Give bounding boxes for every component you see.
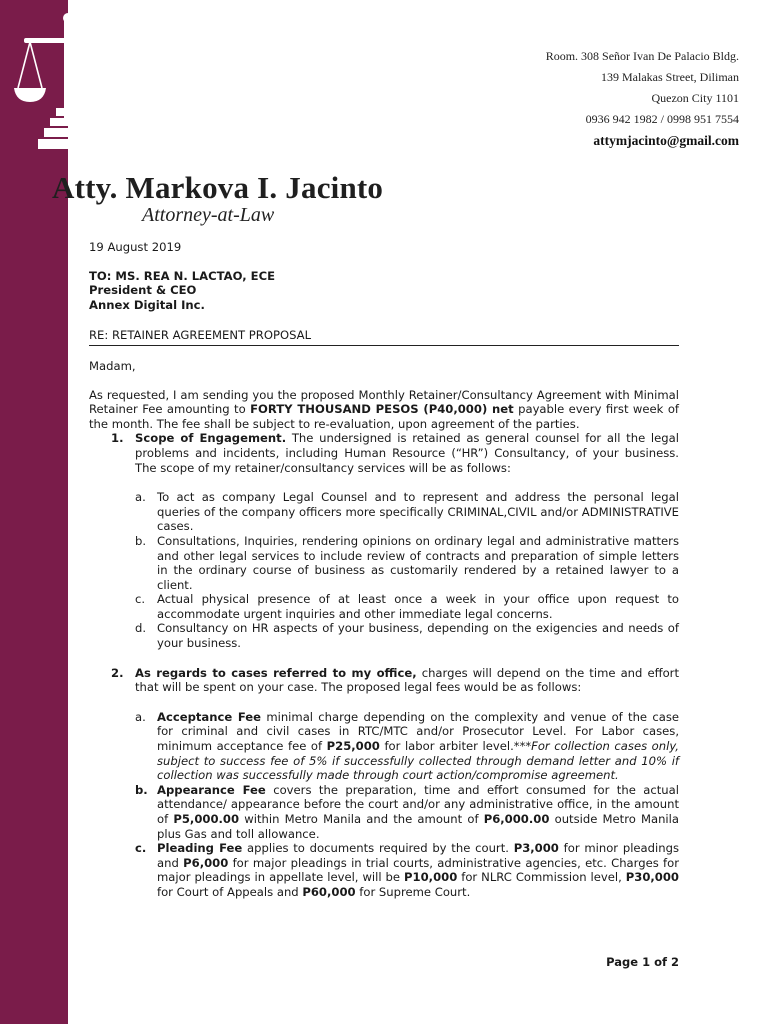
fee-text: applies to documents required by the court. xyxy=(242,841,514,856)
letter-date: 19 August 2019 xyxy=(89,240,182,254)
fee-heading: Acceptance Fee xyxy=(157,709,262,724)
item-text xyxy=(157,783,679,841)
intro-text: As requested, I am sending you the proposed Monthly Retainer/Consultancy Agreement with Minimal Retainer Fee amounting to xyxy=(89,387,679,417)
letterhead-address xyxy=(546,46,739,151)
section-cases xyxy=(89,666,679,900)
item-letter: b. xyxy=(135,782,148,797)
scales-of-justice-icon xyxy=(10,12,130,152)
fee-text: for major pleadings in trial courts, administrative agencies, etc. Charges for major pleadings in appellate level, will be xyxy=(157,855,680,885)
section-scope xyxy=(89,431,679,650)
address-line: 139 Malakas Street, Diliman xyxy=(601,70,739,84)
email-address: attymjacinto@gmail.com xyxy=(593,133,739,148)
fee-text: for NLRC Commission level, xyxy=(457,870,626,885)
section-paragraph xyxy=(135,431,679,475)
attorney-title: Attorney-at-Law xyxy=(142,204,275,226)
list-item-appearance-fee xyxy=(135,783,679,841)
attorney-name: Atty. Markova I. Jacinto xyxy=(52,170,384,205)
fee-text: for Supreme Court. xyxy=(355,884,471,899)
address-line: Quezon City 1101 xyxy=(651,91,739,105)
item-text: To act as company Legal Counsel and to represent and address the personal legal queries of the company officers more specifically CRIMINAL,CIVIL and/or ADMINISTRATIVE cases. xyxy=(157,490,679,534)
item-letter: c. xyxy=(135,841,147,856)
fee-amount: P5,000.00 xyxy=(173,812,240,826)
fee-amount: P10,000 xyxy=(404,870,458,885)
item-text xyxy=(157,710,679,783)
section-paragraph xyxy=(135,666,679,695)
list-item-pleading-fee xyxy=(135,841,679,899)
letter-body xyxy=(89,240,679,915)
fee-text: minimal charge depending on the complexity and venue of the case for criminal and civil cases in RTC/MTC and/or Prosecutor Level. For Labor cases, minimum acceptance fee of xyxy=(157,709,679,754)
list-item-acceptance-fee xyxy=(135,710,679,783)
section-heading: Scope of Engagement. xyxy=(135,431,287,446)
section-number: 2. xyxy=(111,665,124,680)
address-line: Room. 308 Señor Ivan De Palacio Bldg. xyxy=(545,49,739,63)
fees-list xyxy=(135,710,679,900)
subject-line: RE: RETAINER AGREEMENT PROPOSAL xyxy=(89,328,679,346)
item-text: Consultations, Inquiries, rendering opinions on ordinary legal and administrative matters and other legal services to include review of contracts and preparation of simple letters in the ordinary course of business as customarily rendered by a retained lawyer to a client. xyxy=(157,533,679,592)
collection-note: ***For collection cases only, subject to success fee of 5% if successfully collected through demand letter and 10% if collection was successfully made through court action/compromise agreement. xyxy=(157,739,679,783)
section-number: 1. xyxy=(111,431,124,446)
item-text: Consultancy on HR aspects of your business, depending on the exigencies and needs of your business. xyxy=(157,621,679,651)
recipient-company: Annex Digital Inc. xyxy=(89,297,205,312)
list-item xyxy=(135,621,679,650)
item-text: Actual physical presence of at least once a week in your office upon request to accommodate urgent inquiries and other immediate legal concerns. xyxy=(157,592,679,621)
fee-amount: P30,000 xyxy=(625,870,679,885)
recipient-position: President & CEO xyxy=(89,283,197,298)
section-heading: As regards to cases referred to my office, xyxy=(135,665,417,680)
salutation: Madam, xyxy=(89,358,136,373)
fee-text: for Court of Appeals and xyxy=(157,884,303,899)
retainer-fee-amount: FORTY THOUSAND PESOS (P40,000) net xyxy=(250,402,514,417)
recipient-block xyxy=(89,269,679,313)
list-item xyxy=(135,534,679,592)
section-text: The undersigned is retained as general counsel for all the legal problems and incidents, including Human Resource (“HR”) Consultancy, of your business. The scope of my retainer/consultancy services will be as follows: xyxy=(135,431,679,475)
fee-heading: Appearance Fee xyxy=(157,782,266,797)
fee-text: covers the preparation, time and effort consumed for the actual attendance/ appearance before the court and/or any administrative office, in the amount of xyxy=(157,782,679,826)
fee-amount: P6,000.00 xyxy=(483,812,550,826)
item-letter: a. xyxy=(135,709,146,724)
fee-amount: P60,000 xyxy=(302,884,356,899)
list-item xyxy=(135,592,679,621)
phone-numbers: 0936 942 1982 / 0998 951 7554 xyxy=(585,112,739,126)
fee-text: within Metro Manila and the amount of xyxy=(239,812,484,826)
item-text xyxy=(157,841,679,899)
intro-text: payable every first week of the month. The fee shall be subject to re-evaluation, upon agreement of the parties. xyxy=(89,402,679,431)
intro-paragraph xyxy=(89,388,679,432)
fee-amount: P25,000 xyxy=(326,739,380,754)
page-number: Page 1 of 2 xyxy=(606,955,679,969)
scope-list xyxy=(135,490,679,651)
fee-heading: Pleading Fee xyxy=(157,841,243,856)
section-text: charges will depend on the time and effort that will be spent on your case. The proposed legal fees would be as follows: xyxy=(135,665,679,695)
item-letter: a. xyxy=(135,490,146,505)
item-letter: c. xyxy=(135,592,146,607)
item-letter: d. xyxy=(135,621,147,636)
fee-text: for minor pleadings and xyxy=(157,841,679,870)
recipient-name: TO: MS. REA N. LACTAO, ECE xyxy=(89,268,276,283)
fee-amount: P3,000 xyxy=(513,841,559,856)
fee-amount: P6,000 xyxy=(183,855,229,870)
fee-text: outside Metro Manila plus Gas and toll allowance. xyxy=(157,812,679,841)
list-item xyxy=(135,490,679,534)
item-letter: b. xyxy=(135,533,147,548)
letterhead-sidebar xyxy=(0,0,68,1024)
fee-text: for labor arbiter level. xyxy=(379,739,514,754)
